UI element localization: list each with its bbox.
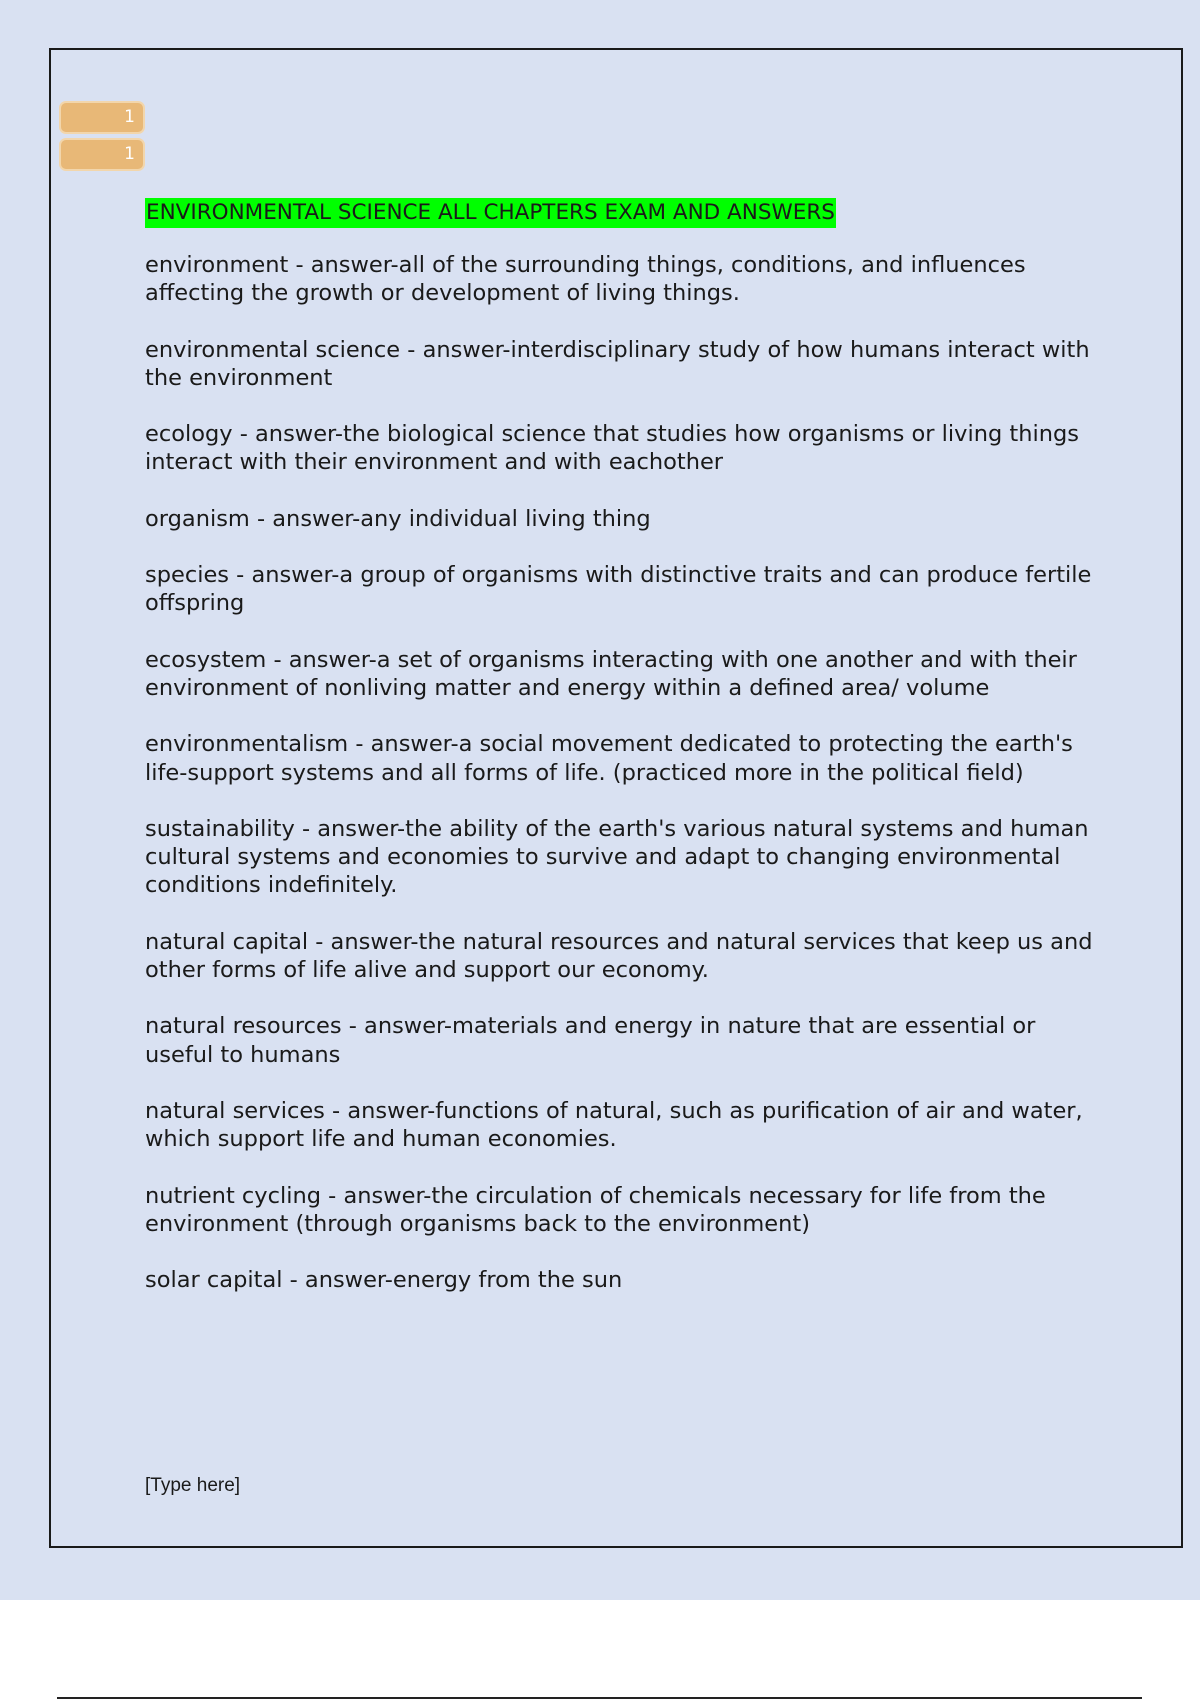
term-entry: natural services - answer-functions of natural, such as purification of air and water, which support life and human economies.	[145, 1097, 1083, 1153]
footer-placeholder[interactable]: [Type here]	[145, 1475, 241, 1496]
term-entry: natural capital - answer-the natural resources and natural services that keep us and other forms of life alive and support our economy.	[145, 928, 1093, 984]
term-entry: environmental science - answer-interdisciplinary study of how humans interact with the environment	[145, 336, 1090, 391]
document-title: ENVIRONMENTAL SCIENCE ALL CHAPTERS EXAM AND ANSWERS	[145, 198, 836, 228]
term-entry: organism - answer-any individual living thing	[145, 505, 651, 532]
document-body	[145, 198, 1095, 1322]
page-count-badge: 1	[59, 101, 145, 134]
term-entry: solar capital - answer-energy from the sun	[145, 1267, 623, 1294]
term-entry: ecosystem - answer-a set of organisms interacting with one another and with their environment of nonliving matter and energy within a defined area/ volume	[145, 646, 1077, 701]
term-entry: environment - answer-all of the surrounding things, conditions, and influences affecting the growth or development of living things.	[145, 252, 1026, 307]
term-entry: environmentalism - answer-a social movement dedicated to protecting the earth's life-support systems and all forms of life. (practiced more in the political field)	[145, 731, 1073, 786]
term-entry: ecology - answer-the biological science that studies how organisms or living things interact with their environment and with eachother	[145, 421, 1079, 476]
term-entry: sustainability - answer-the ability of the earth's various natural systems and human cultural systems and economies to survive and adapt to changing environmental conditions indefinitely.	[145, 815, 1089, 899]
term-entry: natural resources - answer-materials and energy in nature that are essential or useful to humans	[145, 1013, 1036, 1068]
term-entry: nutrient cycling - answer-the circulation of chemicals necessary for life from the environment (through organisms back to the environment)	[145, 1182, 1046, 1237]
page-count-badge: 1	[59, 138, 145, 171]
term-entry: species - answer-a group of organisms with distinctive traits and can produce fertile offspring	[145, 562, 1092, 617]
bottom-divider	[57, 1697, 1142, 1699]
